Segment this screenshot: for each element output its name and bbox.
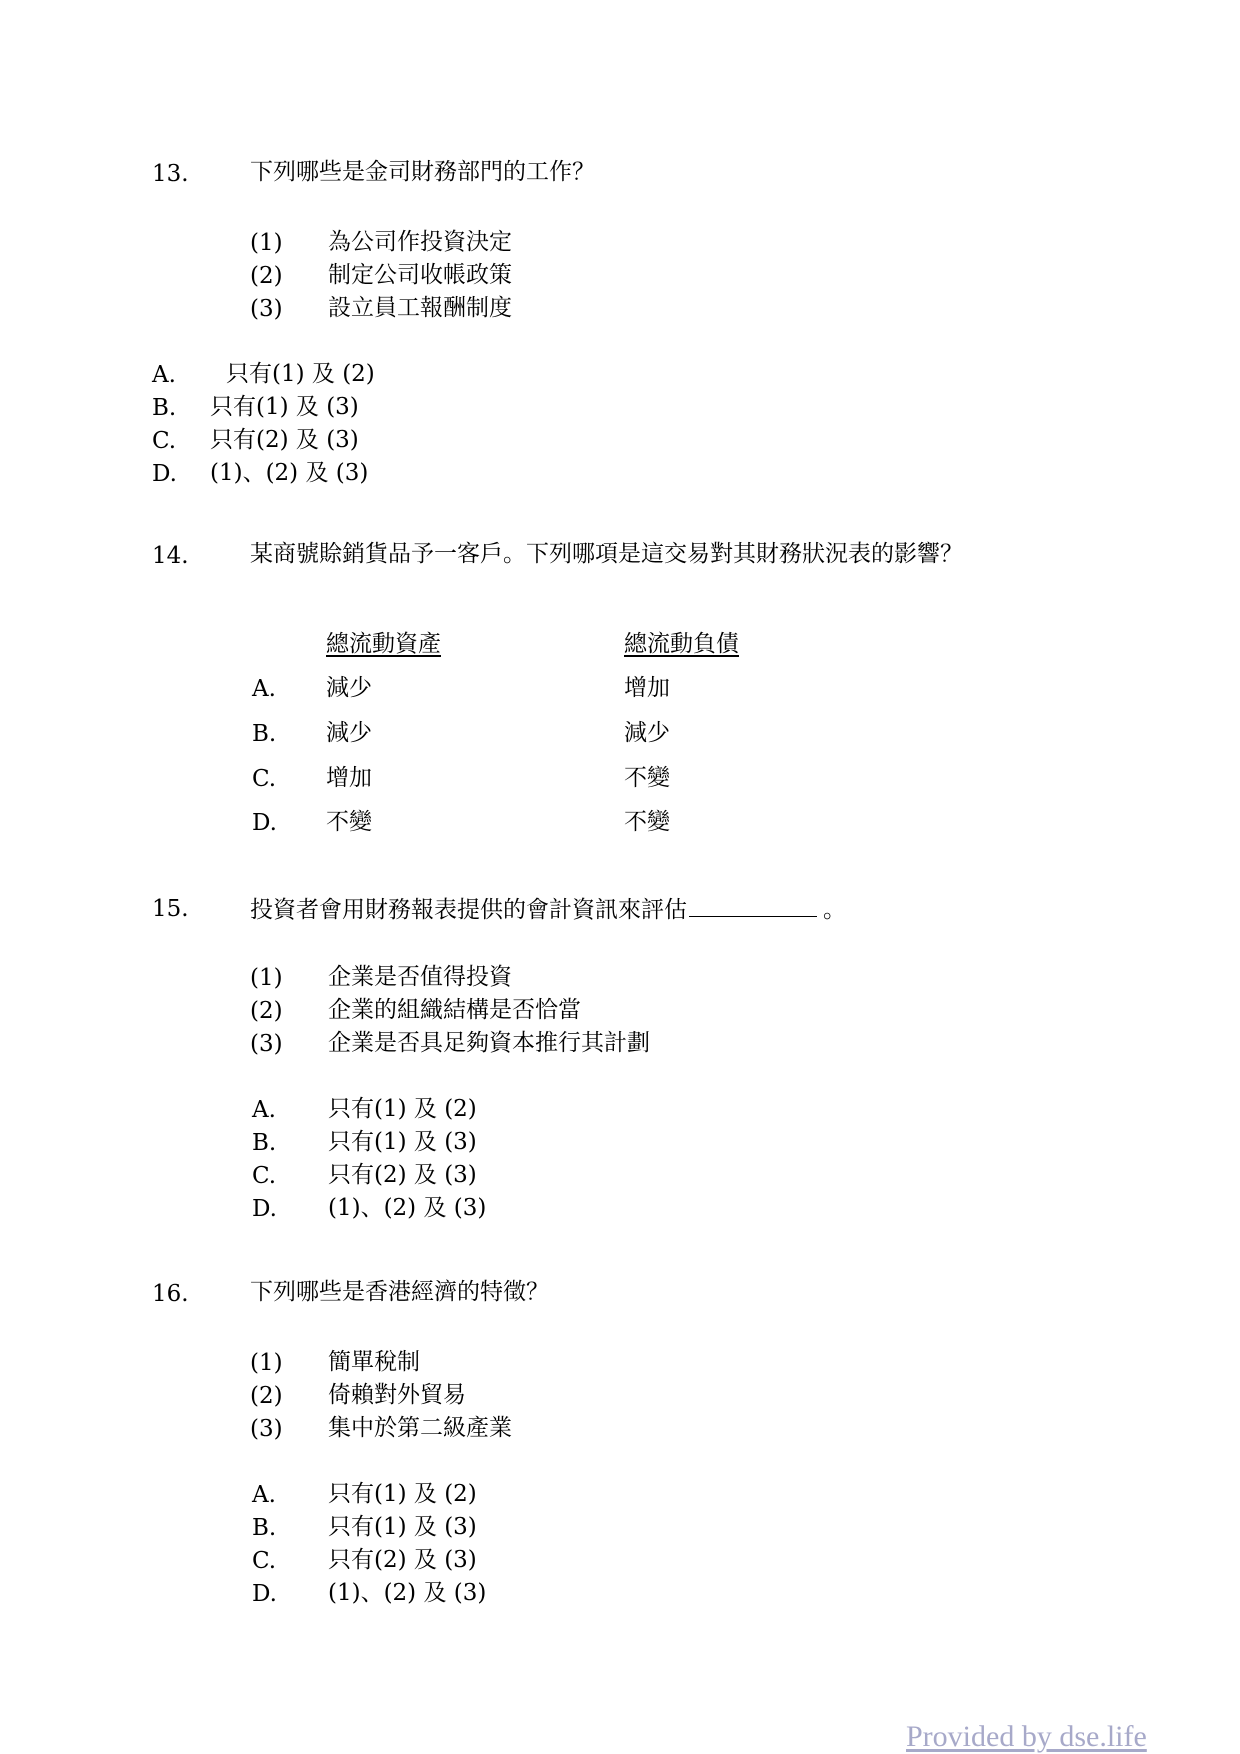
liabilities-cell: 減少 [624,720,670,746]
option-label: B. [252,1515,277,1541]
option-label: A. [252,1097,276,1123]
option-label: D. [152,461,177,487]
option-label: B. [252,721,277,747]
statement-label: (2) [250,998,283,1024]
option-label: C. [252,766,277,792]
question-number: 16. [152,1281,189,1307]
question-number: 13. [152,161,189,187]
option-text: 只有(1) 及 (3) [328,1514,477,1540]
option-text: 只有(2) 及 (3) [328,1162,477,1188]
statement-label: (1) [250,965,283,991]
option-label: C. [252,1548,277,1574]
answer-blank [689,896,817,917]
statement-label: (2) [250,1383,283,1409]
liabilities-cell: 增加 [624,675,670,701]
assets-cell: 不變 [326,809,372,835]
stem-end: 。 [823,897,846,923]
option-text: 只有(1) 及 (3) [328,1129,477,1155]
option-text: 只有(1) 及 (2) [328,1096,477,1122]
question-number: 14. [152,543,189,569]
assets-cell: 增加 [326,765,372,791]
statement-label: (3) [250,1416,283,1442]
liabilities-cell: 不變 [624,809,670,835]
option-label: B. [152,395,177,421]
liabilities-cell: 不變 [624,765,670,791]
option-label: B. [252,1130,277,1156]
option-label: D. [252,1196,277,1222]
statement-text: 為公司作投資決定 [328,229,512,255]
question-stem: 下列哪些是金司財務部門的工作？ [250,159,595,185]
assets-cell: 減少 [326,675,372,701]
statement-label: (1) [250,230,283,256]
option-label: D. [252,810,277,836]
stem-text: 投資者會用財務報表提供的會計資訊來評估 [250,897,687,923]
statement-label: (1) [250,1350,283,1376]
statement-text: 簡單稅制 [328,1349,420,1375]
option-label: C. [252,1163,277,1189]
option-text: (1)、(2) 及 (3) [328,1580,487,1606]
option-text: 只有(1) 及 (2) [226,361,375,387]
statement-text: 倚賴對外貿易 [328,1382,466,1408]
option-text: (1)、(2) 及 (3) [210,460,369,486]
question-stem [250,896,846,922]
option-label: A. [252,676,276,702]
option-text: 只有(2) 及 (3) [328,1547,477,1573]
question-number: 15. [152,896,189,922]
question-stem: 下列哪些是香港經濟的特徵？ [250,1279,549,1305]
table-header-assets: 總流動資產 [326,631,441,657]
option-label: D. [252,1581,277,1607]
statement-text: 設立員工報酬制度 [328,295,512,321]
option-text: 只有(1) 及 (3) [210,394,359,420]
question-stem: 某商號賒銷貨品予一客戶。下列哪項是這交易對其財務狀況表的影響？ [250,541,963,567]
option-label: A. [252,1482,276,1508]
statement-label: (3) [250,1031,283,1057]
option-text: (1)、(2) 及 (3) [328,1195,487,1221]
statement-label: (2) [250,263,283,289]
table-header-liabilities: 總流動負債 [624,631,739,657]
statement-label: (3) [250,296,283,322]
statement-text: 企業是否具足夠資本推行其計劃 [328,1030,650,1056]
option-text: 只有(1) 及 (2) [328,1481,477,1507]
statement-text: 制定公司收帳政策 [328,262,512,288]
statement-text: 集中於第二級產業 [328,1415,512,1441]
option-label: C. [152,428,177,454]
watermark-link[interactable]: Provided by dse.life [906,1720,1147,1753]
assets-cell: 減少 [326,720,372,746]
statement-text: 企業是否值得投資 [328,964,512,990]
statement-text: 企業的組織結構是否恰當 [328,997,581,1023]
option-text: 只有(2) 及 (3) [210,427,359,453]
option-label: A. [152,362,176,388]
